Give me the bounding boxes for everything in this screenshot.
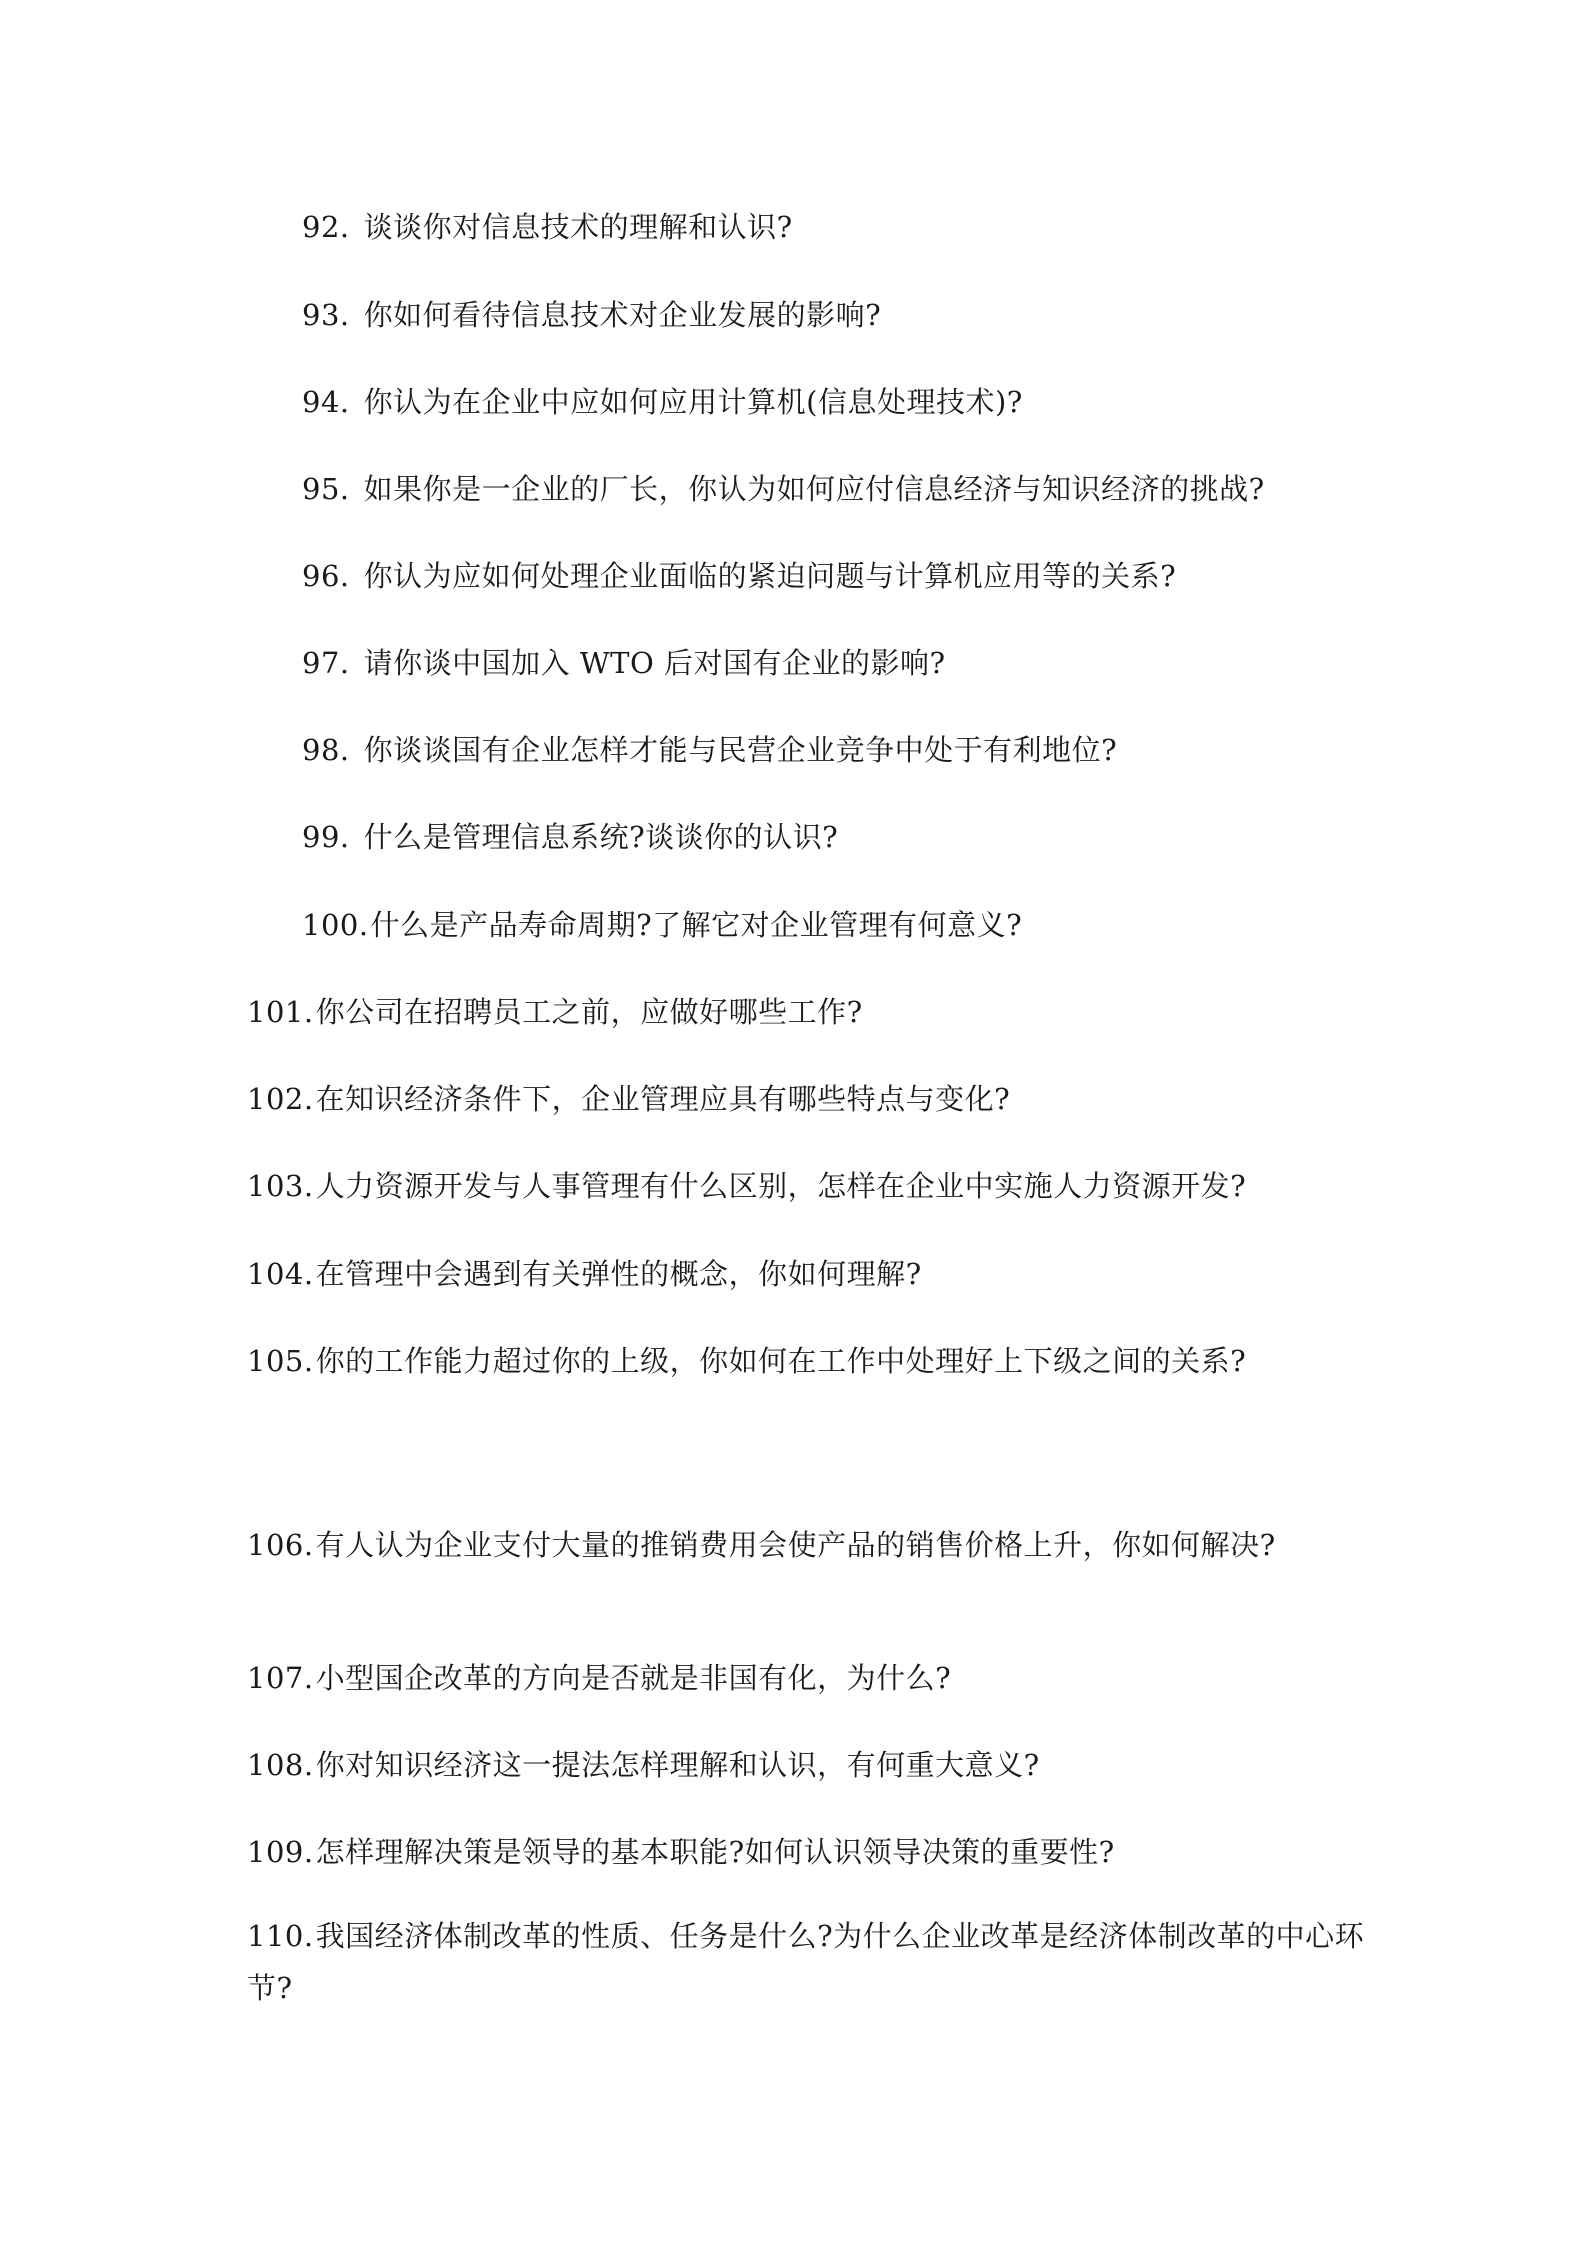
question-text: 你认为在企业中应如何应用计算机(信息处理技术)? xyxy=(363,385,1023,419)
question-100 xyxy=(302,903,1022,947)
question-number: 92. xyxy=(302,210,350,244)
question-text: 谈谈你对信息技术的理解和认识? xyxy=(363,210,793,244)
question-104 xyxy=(247,1252,922,1296)
question-103 xyxy=(247,1164,1246,1208)
question-98 xyxy=(302,728,1117,772)
question-text: 什么是产品寿命周期?了解它对企业管理有何意义? xyxy=(370,908,1023,942)
question-number: 96. xyxy=(302,559,350,593)
question-107 xyxy=(247,1656,951,1700)
question-93 xyxy=(302,293,881,337)
question-text: 有人认为企业支付大量的推销费用会使产品的销售价格上升，你如何解决? xyxy=(315,1528,1276,1562)
question-number: 108. xyxy=(247,1748,314,1782)
question-text: 在知识经济条件下，企业管理应具有哪些特点与变化? xyxy=(315,1082,1011,1116)
question-101 xyxy=(247,990,863,1034)
question-number: 95. xyxy=(302,472,350,506)
question-text: 在管理中会遇到有关弹性的概念，你如何理解? xyxy=(315,1257,922,1291)
question-number: 100. xyxy=(302,908,369,942)
question-92 xyxy=(302,205,793,249)
question-number: 101. xyxy=(247,995,314,1029)
question-number: 110. xyxy=(247,1919,314,1953)
question-number: 99. xyxy=(302,820,350,854)
question-99 xyxy=(302,815,838,859)
question-108 xyxy=(247,1743,1040,1787)
question-109 xyxy=(247,1830,1115,1874)
question-text: 你的工作能力超过你的上级，你如何在工作中处理好上下级之间的关系? xyxy=(315,1344,1247,1378)
question-105 xyxy=(247,1339,1246,1383)
question-number: 109. xyxy=(247,1835,314,1869)
question-text: 怎样理解决策是领导的基本职能?如何认识领导决策的重要性? xyxy=(315,1835,1115,1869)
question-text: 你谈谈国有企业怎样才能与民营企业竞争中处于有利地位? xyxy=(363,733,1118,767)
question-number: 105. xyxy=(247,1344,314,1378)
question-110 xyxy=(247,1910,1377,2014)
question-number: 104. xyxy=(247,1257,314,1291)
question-94 xyxy=(302,380,1023,424)
question-number: 102. xyxy=(247,1082,314,1116)
question-number: 107. xyxy=(247,1661,314,1695)
question-102 xyxy=(247,1077,1010,1121)
question-number: 103. xyxy=(247,1169,314,1203)
question-text: 你认为应如何处理企业面临的紧迫问题与计算机应用等的关系? xyxy=(363,559,1177,593)
question-text: 什么是管理信息系统?谈谈你的认识? xyxy=(363,820,839,854)
question-text: 小型国企改革的方向是否就是非国有化，为什么? xyxy=(315,1661,952,1695)
question-96 xyxy=(302,554,1176,598)
question-text: 我国经济体制改革的性质、任务是什么?为什么企业改革是经济体制改革的中心环节? xyxy=(247,1919,1365,2005)
question-text: 你公司在招聘员工之前，应做好哪些工作? xyxy=(315,995,863,1029)
question-number: 94. xyxy=(302,385,350,419)
question-number: 106. xyxy=(247,1528,314,1562)
question-text: 人力资源开发与人事管理有什么区别，怎样在企业中实施人力资源开发? xyxy=(315,1169,1247,1203)
question-97 xyxy=(302,641,946,685)
question-number: 97. xyxy=(302,646,350,680)
question-95 xyxy=(302,467,1265,511)
question-number: 98. xyxy=(302,733,350,767)
question-text: 请你谈中国加入 WTO 后对国有企业的影响? xyxy=(363,646,946,680)
question-text: 如果你是一企业的厂长，你认为如何应付信息经济与知识经济的挑战? xyxy=(363,472,1265,506)
question-text: 你如何看待信息技术对企业发展的影响? xyxy=(363,298,882,332)
question-number: 93. xyxy=(302,298,350,332)
question-text: 你对知识经济这一提法怎样理解和认识，有何重大意义? xyxy=(315,1748,1040,1782)
question-106 xyxy=(247,1519,1327,1571)
